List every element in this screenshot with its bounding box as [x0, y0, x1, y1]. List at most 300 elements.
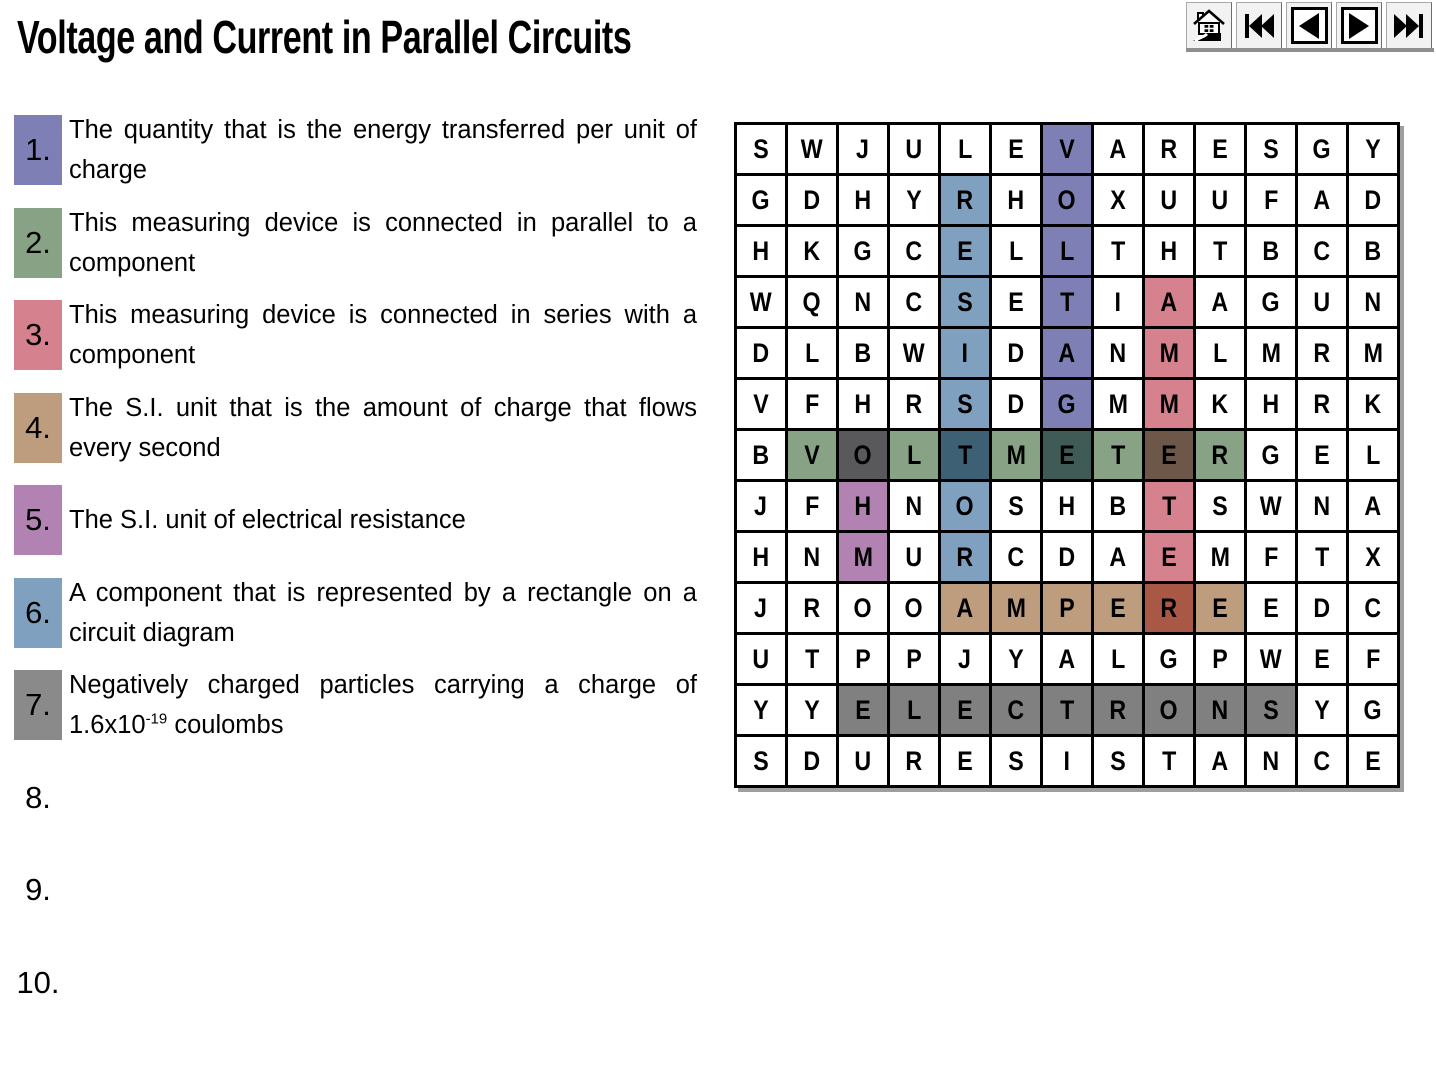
- grid-letter: S: [957, 388, 973, 419]
- grid-cell: [1144, 124, 1195, 175]
- grid-letter: B: [854, 337, 872, 368]
- grid-letter: A: [1211, 286, 1229, 317]
- grid-letter: U: [905, 133, 923, 164]
- grid-letter: Y: [1008, 643, 1024, 674]
- grid-row: [736, 430, 1399, 481]
- grid-letter: T: [957, 439, 973, 470]
- grid-letter: T: [1110, 439, 1126, 470]
- grid-cell: [787, 124, 838, 175]
- grid-cell: [1246, 328, 1297, 379]
- grid-cell: [1093, 634, 1144, 685]
- word-search-grid: [734, 122, 1400, 788]
- grid-cell: [1093, 226, 1144, 277]
- grid-cell: [736, 175, 787, 226]
- next-page-button[interactable]: [1336, 2, 1382, 48]
- grid-cell: [1195, 736, 1246, 787]
- grid-letter: I: [1114, 286, 1122, 317]
- grid-cell: [838, 328, 889, 379]
- grid-cell: [889, 583, 940, 634]
- grid-letter: W: [1260, 643, 1282, 674]
- grid-cell: [1246, 277, 1297, 328]
- grid-cell: [838, 226, 889, 277]
- clue-text: This measuring device is connected in parallel to a component: [69, 208, 697, 277]
- grid-cell: [1093, 685, 1144, 736]
- grid-cell: [1144, 430, 1195, 481]
- grid-cell: [1297, 736, 1348, 787]
- grid-cell: [1042, 481, 1093, 532]
- grid-cell: [838, 583, 889, 634]
- grid-cell: [940, 124, 991, 175]
- grid-row: [736, 175, 1399, 226]
- grid-cell: [889, 226, 940, 277]
- grid-cell: [1195, 277, 1246, 328]
- grid-cell: [1195, 685, 1246, 736]
- grid-letter: X: [1365, 541, 1381, 572]
- clue-number: 7.: [25, 687, 51, 722]
- grid-cell: [889, 124, 940, 175]
- grid-letter: U: [1160, 184, 1178, 215]
- clue-number: 3.: [25, 317, 51, 352]
- grid-cell: [1297, 226, 1348, 277]
- grid-letter: U: [1211, 184, 1229, 215]
- button-frame: [1291, 7, 1328, 44]
- button-frame: [1341, 7, 1378, 44]
- grid-letter: G: [1312, 133, 1332, 164]
- grid-cell: [1246, 634, 1297, 685]
- grid-cell: [1042, 379, 1093, 430]
- grid-cell: [736, 736, 787, 787]
- clue-number-box: [14, 208, 62, 278]
- grid-letter: K: [1211, 388, 1229, 419]
- grid-letter: N: [1109, 337, 1127, 368]
- grid-cell: [1348, 736, 1399, 787]
- grid-cell: [940, 532, 991, 583]
- grid-letter: T: [1161, 745, 1177, 776]
- grid-cell: [1093, 175, 1144, 226]
- grid-letter: J: [958, 643, 972, 674]
- clue-number-box: [14, 115, 62, 185]
- clue-row: [14, 763, 697, 833]
- grid-cell: [1093, 277, 1144, 328]
- grid-letter: E: [855, 694, 871, 725]
- grid-letter: A: [956, 592, 974, 623]
- grid-letter: R: [956, 541, 974, 572]
- grid-cell: [1297, 583, 1348, 634]
- clue-list: [14, 115, 697, 1018]
- grid-letter: E: [1314, 643, 1330, 674]
- grid-cell: [1042, 277, 1093, 328]
- grid-letter: S: [1008, 490, 1024, 521]
- grid-cell: [1348, 379, 1399, 430]
- grid-cell: [991, 226, 1042, 277]
- grid-letter: K: [1364, 388, 1382, 419]
- grid-letter: D: [803, 745, 821, 776]
- grid-letter: F: [1263, 184, 1279, 215]
- grid-cell: [991, 379, 1042, 430]
- grid-letter: H: [854, 388, 872, 419]
- grid-letter: D: [752, 337, 770, 368]
- grid-letter: F: [1263, 541, 1279, 572]
- grid-letter: H: [752, 235, 770, 266]
- grid-letter: I: [961, 337, 969, 368]
- clue-row: [14, 115, 697, 185]
- grid-letter: E: [1314, 439, 1330, 470]
- grid-letter: C: [905, 286, 923, 317]
- grid-cell: [787, 634, 838, 685]
- grid-cell: [736, 634, 787, 685]
- grid-cell: [787, 379, 838, 430]
- grid-cell: [1246, 430, 1297, 481]
- grid-letter: R: [1211, 439, 1229, 470]
- grid-cell: [1195, 583, 1246, 634]
- grid-letter: A: [1211, 745, 1229, 776]
- grid-cell: [838, 124, 889, 175]
- grid-cell: [1297, 532, 1348, 583]
- grid-letter: B: [1364, 235, 1382, 266]
- grid-letter: C: [1313, 235, 1331, 266]
- grid-letter: M: [853, 541, 873, 572]
- grid-cell: [1195, 379, 1246, 430]
- grid-cell: [889, 736, 940, 787]
- grid-cell: [889, 430, 940, 481]
- grid-letter: E: [957, 694, 973, 725]
- grid-cell: [838, 277, 889, 328]
- grid-row: [736, 532, 1399, 583]
- grid-letter: W: [903, 337, 925, 368]
- clue-number: 10.: [16, 964, 60, 1000]
- grid-cell: [889, 685, 940, 736]
- grid-letter: Y: [906, 184, 922, 215]
- grid-letter: C: [1007, 694, 1025, 725]
- grid-cell: [787, 175, 838, 226]
- grid-cell: [787, 277, 838, 328]
- grid-cell: [1144, 532, 1195, 583]
- grid-cell: [940, 430, 991, 481]
- grid-letter: C: [1364, 592, 1382, 623]
- grid-cell: [1042, 175, 1093, 226]
- grid-cell: [1093, 736, 1144, 787]
- grid-letter: L: [906, 439, 922, 470]
- grid-cell: [1297, 430, 1348, 481]
- grid-letter: R: [803, 592, 821, 623]
- grid-letter: Y: [753, 694, 769, 725]
- grid-cell: [940, 736, 991, 787]
- grid-cell: [787, 481, 838, 532]
- grid-cell: [889, 379, 940, 430]
- grid-letter: W: [1260, 490, 1282, 521]
- page-title: Voltage and Current in Parallel Circuits: [17, 11, 632, 63]
- grid-letter: M: [1159, 388, 1179, 419]
- grid-letter: A: [1058, 337, 1076, 368]
- clue-number-box: [14, 485, 62, 555]
- grid-letter: R: [905, 388, 923, 419]
- grid-cell: [1348, 430, 1399, 481]
- grid-cell: [838, 175, 889, 226]
- grid-cell: [991, 124, 1042, 175]
- grid-letter: M: [1363, 337, 1383, 368]
- grid-cell: [1297, 277, 1348, 328]
- grid-letter: E: [1212, 133, 1228, 164]
- grid-letter: U: [854, 745, 872, 776]
- grid-cell: [1348, 481, 1399, 532]
- grid-letter: O: [1057, 184, 1077, 215]
- grid-cell: [1246, 226, 1297, 277]
- clue-number-box: [14, 393, 62, 463]
- grid-letter: G: [751, 184, 771, 215]
- grid-letter: L: [1212, 337, 1228, 368]
- clue-number: 2.: [25, 224, 51, 260]
- grid-cell: [787, 583, 838, 634]
- last-page-button[interactable]: [1386, 2, 1432, 48]
- grid-cell: [736, 532, 787, 583]
- grid-letter: S: [957, 286, 973, 317]
- grid-cell: [1246, 124, 1297, 175]
- grid-letter: P: [855, 643, 871, 674]
- grid-cell: [1246, 583, 1297, 634]
- grid-row: [736, 685, 1399, 736]
- grid-cell: [991, 277, 1042, 328]
- grid-letter: R: [905, 745, 923, 776]
- clue-number-box: [14, 578, 62, 648]
- grid-cell: [1042, 430, 1093, 481]
- toolbar: [1186, 2, 1434, 52]
- grid-cell: [1042, 583, 1093, 634]
- grid-letter: D: [1313, 592, 1331, 623]
- grid-cell: [1348, 124, 1399, 175]
- clue-number: 5.: [25, 502, 51, 537]
- clue-row: [14, 670, 697, 740]
- grid-row: [736, 736, 1399, 787]
- clue-number-plain: [14, 855, 62, 925]
- grid-letter: H: [854, 184, 872, 215]
- grid-cell: [838, 481, 889, 532]
- grid-cell: [787, 685, 838, 736]
- grid-letter: E: [1263, 592, 1279, 623]
- grid-cell: [1348, 685, 1399, 736]
- clue-row: [14, 300, 697, 370]
- grid-letter: A: [1109, 133, 1127, 164]
- grid-cell: [889, 481, 940, 532]
- clue-number: 4.: [25, 409, 51, 445]
- grid-cell: [1144, 379, 1195, 430]
- grid-cell: [1144, 226, 1195, 277]
- grid-cell: [1195, 481, 1246, 532]
- grid-letter: H: [854, 490, 872, 521]
- grid-cell: [1297, 685, 1348, 736]
- grid-letter: N: [905, 490, 923, 521]
- clue-row: [14, 578, 697, 648]
- grid-cell: [1093, 328, 1144, 379]
- grid-letter: A: [1364, 490, 1382, 521]
- grid-cell: [991, 481, 1042, 532]
- grid-cell: [1348, 226, 1399, 277]
- grid-cell: [1297, 175, 1348, 226]
- grid-letter: E: [1212, 592, 1228, 623]
- grid-letter: H: [752, 541, 770, 572]
- grid-letter: A: [1160, 286, 1178, 317]
- grid-cell: [940, 481, 991, 532]
- grid-letter: E: [1161, 439, 1177, 470]
- grid-cell: [1246, 481, 1297, 532]
- grid-letter: D: [1007, 337, 1025, 368]
- grid-letter: E: [1008, 286, 1024, 317]
- clue-text: The S.I. unit that is the amount of charge that flows every second: [69, 393, 697, 462]
- grid-row: [736, 634, 1399, 685]
- grid-cell: [940, 583, 991, 634]
- grid-letter: F: [804, 490, 820, 521]
- grid-letter: E: [1365, 745, 1381, 776]
- grid-letter: C: [905, 235, 923, 266]
- clue-text: The quantity that is the energy transferred per unit of charge: [69, 116, 697, 184]
- grid-letter: E: [1161, 541, 1177, 572]
- grid-letter: S: [1008, 745, 1024, 776]
- grid-letter: R: [1160, 592, 1178, 623]
- clue-number: 8.: [25, 779, 51, 815]
- grid-letter: P: [1059, 592, 1075, 623]
- grid-cell: [787, 328, 838, 379]
- clue-row: [14, 393, 697, 463]
- grid-cell: [1093, 481, 1144, 532]
- grid-letter: C: [1313, 745, 1331, 776]
- grid-letter: N: [1262, 745, 1280, 776]
- grid-cell: [991, 583, 1042, 634]
- grid-cell: [1195, 124, 1246, 175]
- grid-row: [736, 328, 1399, 379]
- clue-row: [14, 485, 697, 555]
- grid-letter: R: [956, 184, 974, 215]
- clue-text: Negatively charged particles carrying a charge of $1.6x10^{-19}$ coulombs: [69, 671, 697, 739]
- clue-row: [14, 855, 697, 925]
- grid-cell: [889, 634, 940, 685]
- grid-letter: B: [1109, 490, 1127, 521]
- grid-letter: W: [750, 286, 772, 317]
- grid-cell: [1246, 379, 1297, 430]
- grid-letter: U: [905, 541, 923, 572]
- grid-cell: [991, 634, 1042, 685]
- grid-letter: T: [1110, 235, 1126, 266]
- skip-first-icon: [1243, 12, 1275, 40]
- grid-letter: T: [1212, 235, 1228, 266]
- grid-row: [736, 583, 1399, 634]
- grid-cell: [940, 226, 991, 277]
- grid-cell: [991, 532, 1042, 583]
- grid-letter: M: [1159, 337, 1179, 368]
- grid-letter: D: [1007, 388, 1025, 419]
- grid-cell: [1348, 328, 1399, 379]
- grid-row: [736, 481, 1399, 532]
- grid-row: [736, 379, 1399, 430]
- grid-cell: [889, 532, 940, 583]
- grid-cell: [1144, 481, 1195, 532]
- grid-cell: [889, 175, 940, 226]
- grid-letter: I: [1063, 745, 1071, 776]
- grid-cell: [1144, 685, 1195, 736]
- grid-letter: E: [1059, 439, 1075, 470]
- grid-cell: [991, 736, 1042, 787]
- grid-letter: O: [853, 439, 873, 470]
- grid-cell: [1195, 328, 1246, 379]
- first-page-button[interactable]: [1236, 2, 1282, 48]
- grid-letter: R: [1313, 337, 1331, 368]
- grid-letter: W: [801, 133, 823, 164]
- grid-letter: S: [1263, 694, 1279, 725]
- grid-letter: M: [1006, 439, 1026, 470]
- grid-letter: L: [1365, 439, 1381, 470]
- clue-number: 1.: [25, 132, 51, 167]
- grid-letter: M: [1210, 541, 1230, 572]
- grid-cell: [1042, 328, 1093, 379]
- clue-row: [14, 208, 697, 278]
- grid-letter: E: [1008, 133, 1024, 164]
- grid-cell: [1042, 532, 1093, 583]
- grid-cell: [736, 481, 787, 532]
- grid-letter: Q: [802, 286, 822, 317]
- grid-letter: M: [1108, 388, 1128, 419]
- previous-page-button[interactable]: [1286, 2, 1332, 48]
- grid-cell: [736, 379, 787, 430]
- grid-cell: [1144, 175, 1195, 226]
- grid-letter: U: [752, 643, 770, 674]
- grid-letter: G: [853, 235, 873, 266]
- grid-letter: V: [1059, 133, 1075, 164]
- grid-letter: O: [1159, 694, 1179, 725]
- grid-letter: T: [1161, 490, 1177, 521]
- grid-letter: H: [1058, 490, 1076, 521]
- grid-letter: S: [1212, 490, 1228, 521]
- grid-letter: B: [752, 439, 770, 470]
- clue-text: This measuring device is connected in series with a component: [69, 301, 697, 369]
- grid-letter: O: [904, 592, 924, 623]
- clue-number: 6.: [25, 594, 51, 630]
- grid-cell: [1297, 634, 1348, 685]
- grid-letter: G: [1261, 439, 1281, 470]
- grid-letter: D: [1364, 184, 1382, 215]
- grid-cell: [1195, 634, 1246, 685]
- clue-text: The S.I. unit of electrical resistance: [69, 506, 466, 534]
- grid-letter: T: [804, 643, 820, 674]
- clue-text: A component that is represented by a rectangle on a circuit diagram: [69, 578, 697, 647]
- grid-cell: [1297, 124, 1348, 175]
- grid-cell: [940, 277, 991, 328]
- grid-cell: [889, 328, 940, 379]
- grid-cell: [1297, 328, 1348, 379]
- grid-cell: [736, 226, 787, 277]
- grid-cell: [838, 736, 889, 787]
- clue-number-box: [14, 670, 62, 740]
- grid-letter: D: [803, 184, 821, 215]
- grid-cell: [991, 430, 1042, 481]
- grid-letter: B: [1262, 235, 1280, 266]
- grid-cell: [787, 736, 838, 787]
- grid-letter: N: [1364, 286, 1382, 317]
- grid-letter: L: [804, 337, 820, 368]
- grid-letter: H: [1160, 235, 1178, 266]
- grid-letter: E: [1110, 592, 1126, 623]
- clue-number: 9.: [25, 872, 51, 907]
- grid-letter: F: [1365, 643, 1381, 674]
- grid-cell: [940, 634, 991, 685]
- home-button[interactable]: [1186, 2, 1232, 48]
- grid-cell: [1093, 430, 1144, 481]
- grid-cell: [787, 226, 838, 277]
- grid-cell: [1093, 532, 1144, 583]
- grid-cell: [1195, 175, 1246, 226]
- grid-cell: [940, 328, 991, 379]
- grid-cell: [736, 328, 787, 379]
- grid-letter: A: [1109, 541, 1127, 572]
- grid-cell: [736, 685, 787, 736]
- grid-letter: S: [1263, 133, 1279, 164]
